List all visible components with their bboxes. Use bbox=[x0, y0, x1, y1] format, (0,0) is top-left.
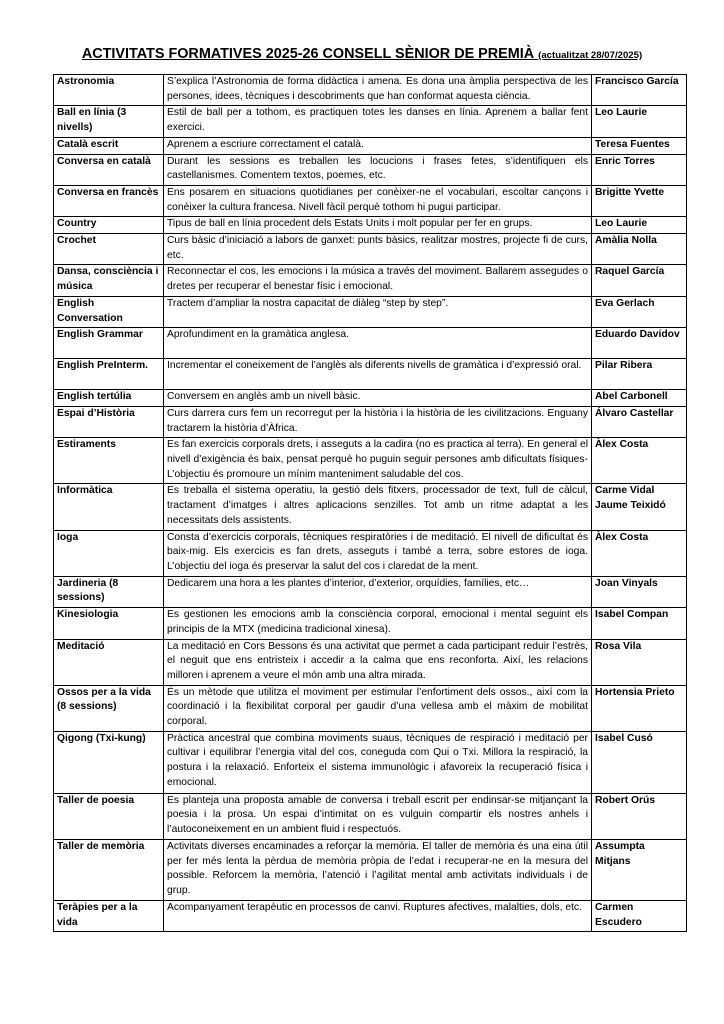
course-name: Jardineria (8 sessions) bbox=[54, 576, 164, 607]
course-row bbox=[54, 576, 687, 607]
course-teacher: Amàlia Nolla bbox=[592, 234, 687, 265]
course-teacher: Enric Torres bbox=[592, 154, 687, 185]
course-description: Ens posarem en situacions quotidianes per conèixer-ne el vocabulari, escoltar cançons i conèixer la cultura francesa. Nivell fàcil perquè tothom hi pugui participar. bbox=[164, 185, 592, 216]
course-description: Reconnectar el cos, les emocions i la música a través del moviment. Ballarem assegudes o dretes per recuperar el benestar físic i emocional. bbox=[164, 265, 592, 296]
course-description: Dedicarem una hora a les plantes d’interior, d’exterior, orquídies, famílies, etc… bbox=[164, 576, 592, 607]
course-name: Ossos per a la vida (8 sessions) bbox=[54, 685, 164, 731]
course-description: Curs bàsic d’iniciació a labors de ganxet: punts bàsics, realitzar mostres, projecte fi de curs, etc. bbox=[164, 234, 592, 265]
course-teacher: Abel Carbonell bbox=[592, 390, 687, 407]
course-row bbox=[54, 185, 687, 216]
course-name: English Conversation bbox=[54, 296, 164, 327]
course-name: Ioga bbox=[54, 530, 164, 576]
course-teacher: Eduardo Davidov bbox=[592, 328, 687, 359]
course-teacher: Àlex Costa bbox=[592, 438, 687, 484]
course-description: Aprofundiment en la gramàtica anglesa. bbox=[164, 328, 592, 359]
course-row bbox=[54, 438, 687, 484]
title-text: ACTIVITATS FORMATIVES 2025-26 CONSELL SÈNIOR DE PREMIÀ bbox=[81, 46, 535, 62]
course-description: Es gestionen les emocions amb la consciència corporal, emocional i mental seguint els principis de la MTX (medicina tradicional xinesa). bbox=[164, 608, 592, 639]
course-description: S’explica l’Astronomia de forma didàctica i amena. Es dona una àmplia perspectiva de les persones, idees, tècniques i descobriments que han conformat aquesta ciència. bbox=[164, 75, 592, 106]
course-description: Activitats diverses encaminades a reforçar la memòria. El taller de memòria és una eina útil per fer més lenta la pèrdua de memòria pròpia de l’edat i recuperar-ne en la mesura del possible. Reforcem la memòria, l’atenció i l’agilitat mental amb activitats individuals i de grup. bbox=[164, 839, 592, 900]
course-description: Durant les sessions es treballen les locucions i frases fetes, s’identifiquen els castellanismes. Comentem textos, poemes, etc. bbox=[164, 154, 592, 185]
course-row bbox=[54, 639, 687, 685]
course-name: Conversa en català bbox=[54, 154, 164, 185]
course-name: Taller de memòria bbox=[54, 839, 164, 900]
course-description: Acompanyament terapèutic en processos de canvi. Ruptures afectives, malalties, dols, etc. bbox=[164, 900, 592, 931]
course-teacher: Álvaro Castellar bbox=[592, 406, 687, 437]
course-description: Conversem en anglès amb un nivell bàsic. bbox=[164, 390, 592, 407]
course-teacher: Brigitte Yvette bbox=[592, 185, 687, 216]
course-name: English Grammar bbox=[54, 328, 164, 359]
course-teacher: Carmen Escudero bbox=[592, 900, 687, 931]
course-teacher: Leo Laurie bbox=[592, 106, 687, 137]
course-name: Qigong (Txi-kung) bbox=[54, 731, 164, 793]
course-row bbox=[54, 217, 687, 234]
course-row bbox=[54, 265, 687, 296]
course-description: Pràctica ancestral que combina moviments suaus, tècniques de respiració i meditació per cultivar i equilibrar l’energia vital del cos, coneguda com Qui o Txi. Millora la respiració, la postura i la relaxació. Enforteix el sistema immunològic i afavoreix la recuperació física i emocional. bbox=[164, 731, 592, 793]
course-name: Conversa en francès bbox=[54, 185, 164, 216]
course-row bbox=[54, 75, 687, 106]
course-description: Es planteja una proposta amable de conversa i treball escrit per endinsar-se mitjançant la poesia i la prosa. Un espai d’intimitat on es vulguin compartir els nostres anhels i l’autoconeixement en un ambient fluid i respectuós. bbox=[164, 793, 592, 839]
course-teacher: Robert Orús bbox=[592, 793, 687, 839]
course-teacher: Raquel García bbox=[592, 265, 687, 296]
course-description: Tractem d’ampliar la nostra capacitat de diàleg “step by step”. bbox=[164, 296, 592, 327]
course-name: Dansa, consciència i música bbox=[54, 265, 164, 296]
course-name: Teràpies per a la vida bbox=[54, 900, 164, 931]
course-row bbox=[54, 608, 687, 639]
course-row bbox=[54, 154, 687, 185]
course-description: És un mètode que utilitza el moviment per estimular l’enfortiment dels ossos., així com la coordinació i la flexibilitat corporal per gaudir d’una vellesa amb el màxim de mobilitat corporal. bbox=[164, 685, 592, 731]
course-description: Consta d’exercicis corporals, tècniques respiratòries i de meditació. El nivell de dificultat és baix-mig. Els exercicis es fan drets, asseguts i també a terra, sobre estores de ioga. L’objectiu del ioga és preservar la salut del cos i claredat de la ment. bbox=[164, 530, 592, 576]
course-name: Ball en línia (3 nivells) bbox=[54, 106, 164, 137]
course-teacher: Pilar Ribera bbox=[592, 359, 687, 390]
course-description: Curs darrera curs fem un recorregut per la història i la història de les civilitzacions. Enguany tractarem la història d’Àfrica. bbox=[164, 406, 592, 437]
course-description: La meditació en Cors Bessons és una activitat que permet a cada participant reduir l’estrès, el neguit que ens entristeix i accedir a la calma que ens reconforta. Així, les relacions milloren i aprenem a veure el món amb una altra mirada. bbox=[164, 639, 592, 685]
course-teacher: Eva Gerlach bbox=[592, 296, 687, 327]
course-teacher: Isabel Cusó bbox=[592, 731, 687, 793]
course-name: English PreInterm. bbox=[54, 359, 164, 390]
course-name: Taller de poesia bbox=[54, 793, 164, 839]
course-name: Astronomia bbox=[54, 75, 164, 106]
course-row bbox=[54, 839, 687, 900]
update-date: (actualitzat 28/07/2025) bbox=[538, 50, 643, 61]
course-teacher: Teresa Fuentes bbox=[592, 137, 687, 154]
course-name: Kinesiologia bbox=[54, 608, 164, 639]
course-teacher: Assumpta Mitjans bbox=[592, 839, 687, 900]
course-teacher: Àlex Costa bbox=[592, 530, 687, 576]
course-description: Tipus de ball en línia procedent dels Estats Units i molt popular per fer en grups. bbox=[164, 217, 592, 234]
course-name: Meditació bbox=[54, 639, 164, 685]
course-teacher: Leo Laurie bbox=[592, 217, 687, 234]
course-description: Estil de ball per a tothom, es practiquen totes les danses en línia. Aprenem a ballar fent exercici. bbox=[164, 106, 592, 137]
course-row bbox=[54, 530, 687, 576]
course-row bbox=[54, 137, 687, 154]
course-teacher: Hortensia Prieto bbox=[592, 685, 687, 731]
course-row bbox=[54, 484, 687, 530]
course-name: English tertúlia bbox=[54, 390, 164, 407]
course-row bbox=[54, 106, 687, 137]
courses-table bbox=[53, 74, 687, 932]
course-row bbox=[54, 406, 687, 437]
course-description: Incrementar el coneixement de l’anglès als diferents nivells de gramàtica i d’expressió oral. bbox=[164, 359, 592, 390]
course-name: Català escrit bbox=[54, 137, 164, 154]
course-row bbox=[54, 296, 687, 327]
courses-table-body bbox=[54, 75, 687, 932]
course-teacher: Rosa Vila bbox=[592, 639, 687, 685]
course-row bbox=[54, 234, 687, 265]
course-teacher: Joan Vinyals bbox=[592, 576, 687, 607]
course-description: Es treballa el sistema operatiu, la gestió dels fitxers, processador de text, full de càlcul, tractament d’imatges i altres aplicacions senzilles. Tot amb un ritme adaptat a les necessitats dels assistents. bbox=[164, 484, 592, 530]
course-row bbox=[54, 390, 687, 407]
course-name: Espai d’Història bbox=[54, 406, 164, 437]
course-teacher: Isabel Compan bbox=[592, 608, 687, 639]
course-row bbox=[54, 328, 687, 359]
course-description: Aprenem a escriure correctament el català. bbox=[164, 137, 592, 154]
course-row bbox=[54, 900, 687, 931]
course-name: Country bbox=[54, 217, 164, 234]
course-row bbox=[54, 359, 687, 390]
course-row bbox=[54, 793, 687, 839]
course-name: Informàtica bbox=[54, 484, 164, 530]
course-name: Estiraments bbox=[54, 438, 164, 484]
course-teacher: Francisco García bbox=[592, 75, 687, 106]
course-row bbox=[54, 685, 687, 731]
course-teacher: Carme Vidal Jaume Teixidó bbox=[592, 484, 687, 530]
document-title bbox=[0, 46, 724, 62]
course-name: Crochet bbox=[54, 234, 164, 265]
course-row bbox=[54, 731, 687, 793]
course-description: Es fan exercicis corporals drets, i asseguts a la cadira (no es practica al terra). En general el nivell d’exigència és baix, pensat perquè ho puguin seguir persones amb dificultats físiques- L’objectiu és promoure un mínim manteniment saludable del cos. bbox=[164, 438, 592, 484]
